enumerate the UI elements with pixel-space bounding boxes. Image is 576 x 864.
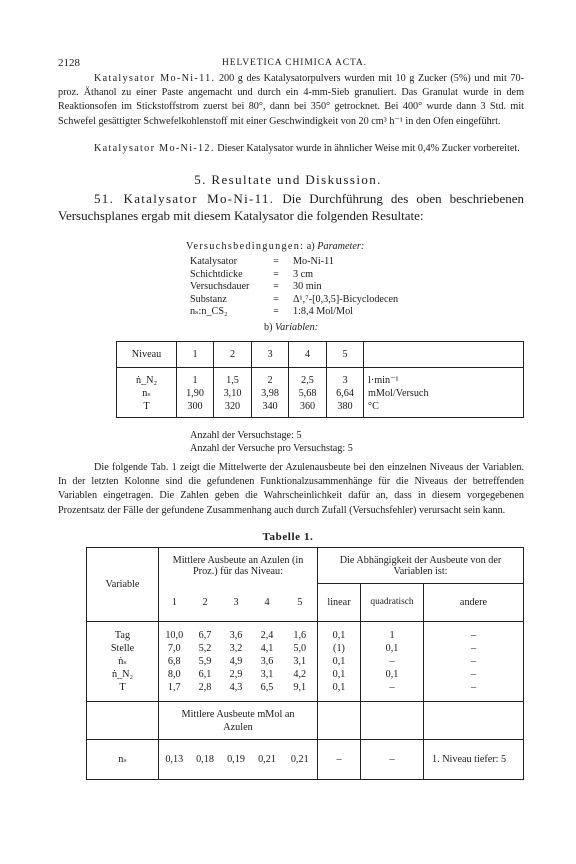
mmol-quadratic: – <box>361 740 424 780</box>
yield-value: 8,0 <box>167 669 181 680</box>
journal-title: HELVETICA CHIMICA ACTA. <box>222 58 367 68</box>
yield-value: 6,7 <box>198 630 212 641</box>
catalyst-mo-ni-12-paragraph <box>58 142 524 156</box>
conditions-title-line <box>186 241 364 254</box>
yield-value: 5,9 <box>198 656 212 667</box>
level-cell: 2 <box>214 342 252 368</box>
yield-value: 3,1 <box>293 656 307 667</box>
row-name: Stelle <box>110 643 135 654</box>
other-value: – <box>470 669 477 680</box>
variable-value: 3,98 <box>252 387 289 400</box>
yield-value: 1,6 <box>293 630 307 641</box>
yield-level: 4 <box>252 584 283 622</box>
variable-value: 340 <box>252 400 289 418</box>
mmol-value: 0,13 <box>159 740 190 780</box>
variable-value: 1 <box>177 368 214 388</box>
quadratic-value: – <box>389 682 395 693</box>
parameter-values <box>293 256 493 319</box>
level5-column <box>283 622 318 702</box>
yield-value: 2,8 <box>198 682 212 693</box>
level2-column <box>190 622 221 702</box>
param-value: 1:8,4 Mol/Mol <box>293 306 354 318</box>
row-name: T <box>119 682 126 693</box>
dep-column-linear: linear <box>318 584 361 622</box>
variable-value: 300 <box>177 400 214 418</box>
catalyst-mo-ni-11-paragraph <box>58 72 524 129</box>
param-value: 3 cm <box>293 268 314 280</box>
yield-value: 3,6 <box>229 630 243 641</box>
dep-column-quadratic: quadratisch <box>361 584 424 622</box>
quadratic-value: 0,1 <box>385 669 399 680</box>
param-eq: = <box>273 268 279 280</box>
yield-value: 4,2 <box>293 669 307 680</box>
explanation-paragraph: Die folgende Tab. 1 zeigt die Mittelwerte der Azulenausbeute bei den einzelnen Niveaus der Variablen. In der letzten Kolonne sind die gefundenen Funktionalzusammenhänge für die Niveaus der betreffenden Variablen eingetragen. Die Zahlen geben die Wahrscheinlichkeit dafür an, dass in diesem vorgegebenen Prozentsatz der Fälle der gefundene Zusammenhang auch durch Zufall (Versuchsfehler) verursacht sein kann. <box>58 462 524 516</box>
linear-value: 0,1 <box>332 669 346 680</box>
conditions-title: Versuchsbedingungen: <box>186 241 305 252</box>
linear-value: 0,1 <box>332 630 346 641</box>
variable-value: 3 <box>327 368 364 388</box>
dependency-header: Die Abhängigkeit der Ausbeute von der Variablen ist: <box>318 548 524 584</box>
variable-unit: mMol/Versuch <box>364 387 524 400</box>
param-name: Katalysator <box>190 256 237 267</box>
variable-name: ṅ_N₂ <box>117 368 177 388</box>
catalyst-mo-ni-12-label: Katalysator Mo-Ni-12. <box>94 143 215 154</box>
level-cell: 4 <box>289 342 327 368</box>
row-name: ṅₛ <box>118 656 127 667</box>
yield-value: 6,8 <box>167 656 181 667</box>
level-header: Niveau <box>117 342 177 368</box>
linear-value: 0,1 <box>332 656 346 667</box>
yield-level: 3 <box>221 584 252 622</box>
catalyst-mo-ni-11-label: Katalysator Mo-Ni-11. <box>94 73 216 84</box>
mmol-row-name: nₛ <box>87 740 159 780</box>
mmol-value: 0,18 <box>190 740 221 780</box>
yield-value: 5,0 <box>293 643 307 654</box>
level-cell: 3 <box>252 342 289 368</box>
yield-value: 5,2 <box>198 643 212 654</box>
mmol-other: 1. Niveau tiefer: 5 <box>424 740 524 780</box>
yield-value: 4,9 <box>229 656 243 667</box>
linear-column <box>318 622 361 702</box>
yield-value: 3,6 <box>260 656 274 667</box>
catalyst-mo-ni-11-text: 200 g des Katalysatorpulvers wurden mit 10 g Zucker (5%) und mit 70-proz. Äthanol zu einer Paste angemacht und durch ein 4-mm-Sieb granuliert. Das Granulat wurde in dem Reaktionsofen im Stickstoffstrom zuerst bei 80°, dann bei 350° getrocknet. Bei 400° wurde dann 3 Std. mit Schwefel gesättigter Schwefelkohlenstoff mit einer Geschwindigkeit von 20 cm³ h⁻¹ in den Ofen eingeführt. <box>58 73 525 127</box>
variable-value: 3,10 <box>214 387 252 400</box>
conditions-part-b-label: Variablen: <box>275 322 319 333</box>
param-eq: = <box>273 306 279 318</box>
mmol-value: 0,21 <box>252 740 283 780</box>
quadratic-value: – <box>389 656 395 667</box>
linear-value: 0,1 <box>332 682 346 693</box>
conditions-part-b-line <box>264 322 318 335</box>
mmol-value: 0,19 <box>221 740 252 780</box>
variable-value: 380 <box>327 400 364 418</box>
parameter-equals <box>268 256 284 319</box>
param-value: Mo-Ni-11 <box>293 256 334 267</box>
linear-value: (1) <box>333 643 345 654</box>
subsection-label: 51. Katalysator Mo-Ni-11. <box>94 191 275 206</box>
param-name: nₛ:n_CS₂ <box>190 306 228 318</box>
experiments-per-day: Anzahl der Versuche pro Versuchstag: 5 <box>190 443 353 454</box>
yield-value: 6,5 <box>260 682 274 693</box>
mmol-linear: – <box>318 740 361 780</box>
yield-level: 2 <box>190 584 221 622</box>
catalyst-mo-ni-12-text: Dieser Katalysator wurde in ähnlicher Weise mit 0,4% Zucker vorbereitet. <box>217 143 520 154</box>
param-eq: = <box>273 281 279 293</box>
quadratic-value: 0,1 <box>385 643 399 654</box>
conditions-part-a: a) <box>306 241 315 252</box>
table1-caption: Tabelle 1. <box>262 531 314 543</box>
other-value: – <box>470 656 477 667</box>
variable-value: 5,68 <box>289 387 327 400</box>
variable-value: 2 <box>252 368 289 388</box>
subsection-paragraph <box>58 190 524 224</box>
variable-value: 6,64 <box>327 387 364 400</box>
row-name: Tag <box>114 630 131 641</box>
dep-column-other: andere <box>424 584 524 622</box>
param-eq: = <box>273 256 279 267</box>
yield-value: 2,4 <box>260 630 274 641</box>
row-name: ṅ_N₂ <box>111 669 134 680</box>
conditions-part-b: b) <box>264 322 273 333</box>
yield-value: 3,2 <box>229 643 243 654</box>
quadratic-column <box>361 622 424 702</box>
yield-value: 2,9 <box>229 669 243 680</box>
variable-value: 2,5 <box>289 368 327 388</box>
variable-name: T <box>117 400 177 418</box>
level-cell: 1 <box>177 342 214 368</box>
yield-header: Mittlere Ausbeute an Azulen (in Proz.) für das Niveau: <box>159 548 318 584</box>
level3-column <box>221 622 252 702</box>
variable-unit: °C <box>364 400 524 418</box>
yield-level: 1 <box>159 584 190 622</box>
param-name: Substanz <box>190 293 227 305</box>
param-value: 30 min <box>293 281 322 293</box>
conditions-part-a-label: Parameter: <box>317 241 365 252</box>
level1-column <box>159 622 190 702</box>
mmol-header: Mittlere Ausbeute mMol an Azulen <box>159 702 318 740</box>
other-value: – <box>470 643 477 654</box>
mmol-value: 0,21 <box>283 740 318 780</box>
param-value: Δ¹,⁷-[0,3,5]-Bicyclodecen <box>293 293 399 305</box>
yield-value: 4,1 <box>260 643 274 654</box>
other-value: – <box>470 630 477 641</box>
yield-value: 4,3 <box>229 682 243 693</box>
yield-value: 7,0 <box>167 643 181 654</box>
variable-value: 1,90 <box>177 387 214 400</box>
section-heading: 5. Resultate und Diskussion. <box>194 172 382 187</box>
param-name: Schichtdicke <box>190 268 243 280</box>
experiment-days: Anzahl der Versuchstage: 5 <box>190 430 302 441</box>
param-name: Versuchsdauer <box>190 281 250 293</box>
results-table <box>86 547 524 780</box>
param-eq: = <box>273 293 279 305</box>
variables-table <box>116 341 524 418</box>
other-value: – <box>470 682 477 693</box>
variable-name: nₛ <box>117 387 177 400</box>
yield-value: 3,1 <box>260 669 274 680</box>
variable-value: 320 <box>214 400 252 418</box>
yield-value: 6,1 <box>198 669 212 680</box>
yield-value: 9,1 <box>293 682 307 693</box>
results-variable-names <box>87 622 159 702</box>
level-cell: 5 <box>327 342 364 368</box>
variable-header: Variable <box>87 548 159 622</box>
page-number: 2128 <box>58 57 80 69</box>
variable-unit: l·min⁻¹ <box>364 368 524 388</box>
other-column <box>424 622 524 702</box>
yield-level: 5 <box>283 584 318 622</box>
variable-value: 1,5 <box>214 368 252 388</box>
yield-value: 10,0 <box>165 630 184 641</box>
level4-column <box>252 622 283 702</box>
variable-value: 360 <box>289 400 327 418</box>
subsection-text: Die Durchführung des oben beschriebenen Versuchsplanes ergab mit diesem Katalysator die folgenden Resultate: <box>58 191 524 223</box>
yield-value: 1,7 <box>167 682 181 693</box>
quadratic-value: 1 <box>389 630 395 641</box>
